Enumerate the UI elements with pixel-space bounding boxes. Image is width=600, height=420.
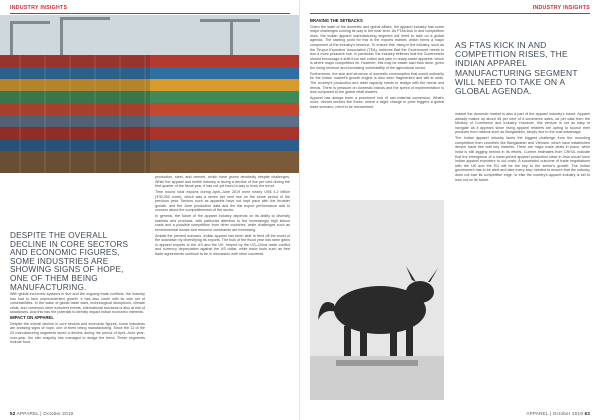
pull-quote: AS FTAS KICK IN AND COMPETITION RISES, THE INDIAN APPAREL MANUFACTURING SEGMENT WILL NEED TO TAKE ON A GLOBAL AGENDA. xyxy=(455,40,578,97)
page-number: 53 xyxy=(584,411,590,416)
section-tag: INDUSTRY INSIGHTS xyxy=(10,5,68,11)
body-column-right xyxy=(155,175,290,258)
paragraph: Time bound total exports during April–June 2019 were nearly US$ 4.2 billion (₹30,000 crore), which was a seven per cent rise on the same period of the previous year. Sectors such as apparels have not kept pace with the broader growth, and the June production data and the flat export performance add to concern about the competitiveness of the sector. xyxy=(155,189,290,213)
paragraph: In general, the future of the apparel industry depends on its ability to diversify markets and products, with particular attention to the increasingly high labour costs and a possible competition from other countries, while challenges such as environmental issues and resource constraints are increasing. xyxy=(155,214,290,232)
page-folio xyxy=(526,411,590,416)
paragraph: market the domestic market is also a part of the apparel industry's future. Apparel already makes up about 45 per cent of e-commerce sales, as per data from the Ministry of Commerce and Industry. However, this venture is not as easy to navigate as it appears since rising apparel retailers are opting to source their products from nations such as Bangladesh, simply due to the cost advantage. xyxy=(455,112,590,135)
pull-quote: DESPITE THE OVERALL DECLINE IN CORE SECTORS AND ECONOMIC FIGURES, SOME INDUSTRIES ARE SHOWING SIGNS OF HOPE, ONE OF THEM BEING MANUFACTURING. xyxy=(10,231,129,292)
section-subhead: IMPACT ON APPAREL xyxy=(10,315,54,321)
page-folio xyxy=(10,411,73,416)
bull-sculpture-image xyxy=(310,200,444,400)
shipping-containers-image xyxy=(0,15,300,173)
header-rule xyxy=(10,13,290,14)
body-column-left xyxy=(10,292,145,346)
right-page xyxy=(300,0,600,420)
paragraph: The Indian apparel industry faces the biggest challenge from the mounting competition from countries like Bangladesh and Vietnam, which have established deeper trade ties with key markets. There are major trade deals in place, while India is still lagging behind in its efforts. Current estimates from CRISIL indicate that the emergence of a lower-priced apparel production base in Asia would force Indian apparel exporters to cut costs. A successful outcome of trade negotiations with the UK and the EU will be the key to the sector's growth. The Indian government has to be alert and take every step needed to ensure that the industry does not lose its competitive edge, or else the country's apparel industry is set to lose out on its future. xyxy=(455,136,590,182)
folio-text: APPAREL | October 2019 xyxy=(526,411,583,416)
header-rule xyxy=(310,13,590,14)
paragraph: Amidst the present scenario, Indian apparel has been able to fend off the worst of the slowdown by diversifying its exports. The bulk of the fiscal year has seen gains in apparel exports to the US and the UK, helped by the US–China trade conflict and currency depreciation against the US dollar, while trade tools such as free trade agreements continue to be in discussion with other countries. xyxy=(155,233,290,257)
section-subhead: BRAVING THE SETBACKS xyxy=(310,18,363,23)
paragraph: Despite the overall decline in core sectors and economic figures, some industries are showing signs of hope, one of them being manufacturing. Since the 11 of the 23 manufacturing segments faced a decline during the period of April–June year-over-year, the slim majority has managed to dodge the trend. These segments include food xyxy=(10,321,145,345)
paragraph: Given the state of the domestic and global affairs, the apparel industry has some major challenges coming its way in the near term. As FTAs kick in and competition rises, the Indian apparel manufacturing segment will need to take on a global agenda. The starting point for this is the exports market, which forms a major component of the industry's revenue. To ensure this, rising in the industry, such as the Tirupur Exporters' Association (TEA), believes that the Government needs to don a more proactive role. In particular, the industry believes that the Government should encourage a shift from raw cotton and yarn to ready-made apparels, which is where major competitors lie. However, this may be easier said than done, given the rising revenue and increasing vulnerability of the agricultural sector. xyxy=(310,24,444,70)
section-tag: INDUSTRY INSIGHTS xyxy=(532,5,590,11)
body-column-right xyxy=(455,112,590,183)
paragraph: With global economic systems in flux and the ongoing trade conflicts, the industry has had to face unprecedented growth, it has also come with its own set of vulnerabilities. In the wake of global trade wars, technological disruptions, climate crisis, and numerous other turbulent events, international business is also at risk of slowdowns. And this has the potential to directly impact Indian economic interests. xyxy=(10,292,145,315)
page-number: 52 xyxy=(10,411,16,416)
paragraph: Apparel has always been a prominent hub of raw material conversion. What's more, vibrant sectors like these, where a slight change in price triggers a global trade scenario, need to be reexamined. xyxy=(310,95,444,110)
paragraph: production, steel, and cement, which have grown decidedly despite challenges. While the apparel and textile industry is facing a decline of five per cent during the first quarter of the fiscal year, it has not yet found a way to buck the trend. xyxy=(155,175,290,189)
body-column-left xyxy=(310,18,444,111)
paragraph: Furthermore, the size and structure of domestic consumption that would ordinarily be the Indian market's growth engine is also seen fragmented and still at odds. The country's production and retail capacity needs to realign with the needs and trends. There is pressure on domestic brands and the speed of implementation is less compared to the global retail leaders. xyxy=(310,71,444,95)
shipping-port-photo xyxy=(0,15,300,173)
bull-sculpture-photo xyxy=(310,200,444,400)
folio-text: APPAREL | October 2019 xyxy=(16,411,74,416)
